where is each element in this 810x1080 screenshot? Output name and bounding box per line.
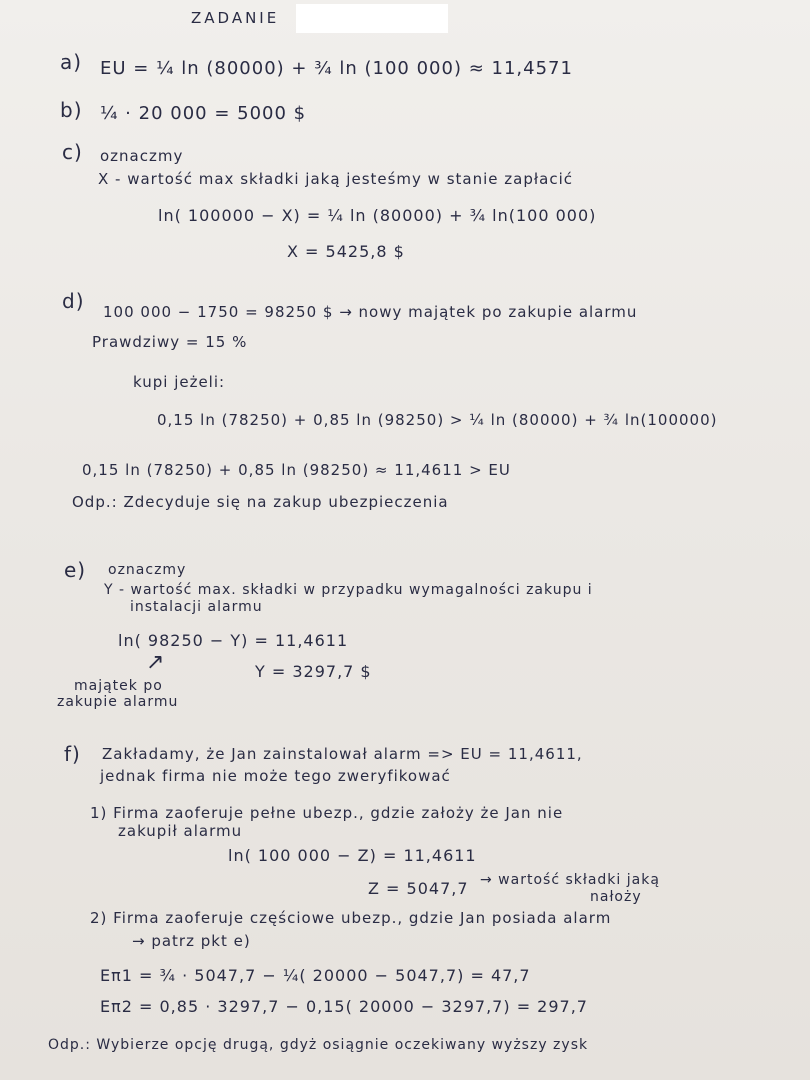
part-d-inequality: 0,15 ln (78250) + 0,85 ln (98250) > ¼ ln (80000) + ¾ ln(100000) xyxy=(157,411,718,429)
part-a-equation: EU = ¼ ln (80000) + ¾ ln (100 000) ≈ 11,4571 xyxy=(100,58,573,79)
part-d-result: 0,15 ln (78250) + 0,85 ln (98250) ≈ 11,4611 > EU xyxy=(82,461,511,479)
part-c-line-2: X - wartość max składki jaką jesteśmy w stanie zapłacić xyxy=(98,170,573,188)
part-b-label: b) xyxy=(60,98,83,122)
part-f-label: f) xyxy=(64,742,81,766)
redacted-box xyxy=(296,4,448,33)
expected-profit-2: Eπ2 = 0,85 · 3297,7 − 0,15( 20000 − 3297,7) = 297,7 xyxy=(100,997,588,1016)
option-1-line-2: zakupił alarmu xyxy=(118,822,243,840)
part-f-line-2: jednak firma nie może tego zweryfikować xyxy=(100,767,451,785)
part-e-equation: ln( 98250 − Y) = 11,4611 xyxy=(118,631,349,650)
final-answer: Odp.: Wybierze opcję drugą, gdyż osiągnie oczekiwany wyższy zysk xyxy=(48,1037,589,1053)
part-e-note-2: zakupie alarmu xyxy=(57,694,179,710)
option-1-result: Z = 5047,7 xyxy=(368,879,469,898)
part-c-result: X = 5425,8 $ xyxy=(287,242,405,261)
part-a-label: a) xyxy=(60,50,83,74)
option-2-line-2: → patrz pkt e) xyxy=(132,932,251,950)
option-1-equation: ln( 100 000 − Z) = 11,4611 xyxy=(228,846,477,865)
part-e-note-1: majątek po xyxy=(74,678,163,694)
part-e-label: e) xyxy=(64,558,87,582)
option-2-line-1: 2) Firma zaoferuje częściowe ubezp., gdzie Jan posiada alarm xyxy=(90,909,612,927)
part-e-line-2: Y - wartość max. składki w przypadku wymagalności zakupu i xyxy=(104,582,593,598)
part-c-label: c) xyxy=(62,140,83,164)
part-e-result: Y = 3297,7 $ xyxy=(255,662,372,681)
expected-profit-1: Eπ1 = ¾ · 5047,7 − ¼( 20000 − 5047,7) = 47,7 xyxy=(100,966,531,985)
part-e-line-3: instalacji alarmu xyxy=(130,599,263,615)
option-1-note-2: nałoży xyxy=(590,889,642,905)
up-arrow-icon: ↗ xyxy=(146,650,165,675)
part-c-equation: ln( 100000 − X) = ¼ ln (80000) + ¾ ln(100 000) xyxy=(158,206,597,225)
part-b-equation: ¼ · 20 000 = 5000 $ xyxy=(100,103,307,124)
part-d-label: d) xyxy=(62,289,85,313)
part-f-line-1: Zakładamy, że Jan zainstalował alarm => EU = 11,4611, xyxy=(102,745,583,763)
part-e-line-1: oznaczmy xyxy=(108,562,187,578)
option-1-note-1: → wartość składki jaką xyxy=(480,872,660,888)
part-d-line-1: 100 000 − 1750 = 98250 $ → nowy majątek po zakupie alarmu xyxy=(103,303,638,321)
part-d-line-3: kupi jeżeli: xyxy=(133,373,226,391)
page-title: ZADANIE xyxy=(191,9,280,27)
option-1-line-1: 1) Firma zaoferuje pełne ubezp., gdzie założy że Jan nie xyxy=(90,804,564,822)
part-d-answer: Odp.: Zdecyduje się na zakup ubezpieczenia xyxy=(72,493,449,511)
part-d-line-2: Prawdziwy = 15 % xyxy=(92,333,248,351)
part-c-line-1: oznaczmy xyxy=(100,147,184,165)
